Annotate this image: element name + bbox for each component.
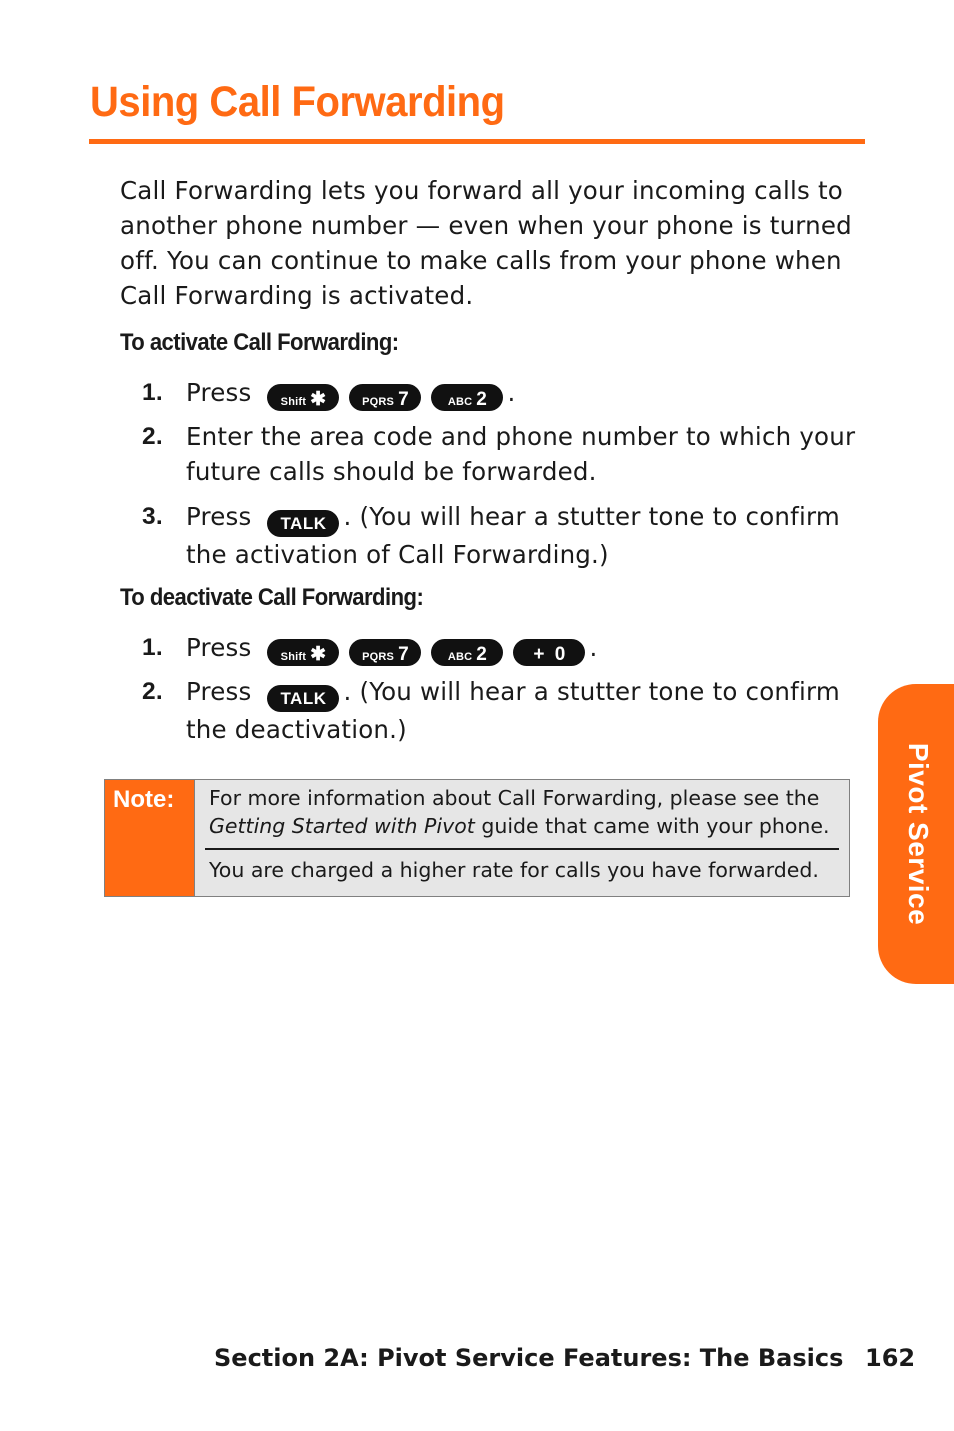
- step-text: [186, 630, 857, 666]
- activate-step-1: [142, 375, 857, 411]
- side-tab-label: Pivot Service: [903, 742, 934, 926]
- note-label-text: Note:: [113, 786, 175, 813]
- plus-0-key-icon: + 0: [513, 639, 585, 666]
- press-label: Press: [186, 378, 252, 407]
- footer-page-number: 162: [865, 1344, 916, 1372]
- press-label: Press: [186, 677, 252, 706]
- note-text-1: [209, 784, 841, 840]
- talk-key-icon: TALK: [267, 510, 339, 537]
- talk-key-icon: TALK: [267, 685, 339, 712]
- step-suffix: .: [589, 633, 598, 662]
- note-box: [104, 779, 850, 897]
- intro-paragraph: Call Forwarding lets you forward all your incoming calls to another phone number — even when your phone is turned off. You can continue to make calls from your phone when Call Forwarding is activated.: [120, 176, 852, 310]
- deactivate-heading: To deactivate Call Forwarding:: [120, 584, 424, 611]
- step-suffix: . (You will hear a stutter tone to confirm the deactivation.): [186, 677, 840, 744]
- activate-heading: To activate Call Forwarding:: [120, 329, 399, 356]
- step-number: 2.: [142, 423, 163, 450]
- note-text-1-start: For more information about Call Forwarding, please see the: [209, 786, 820, 810]
- title-underline: [89, 139, 865, 144]
- step-number: 2.: [142, 678, 163, 705]
- step-number: 1.: [142, 634, 163, 661]
- note-text-1-end: guide that came with your phone.: [474, 814, 830, 838]
- press-label: Press: [186, 502, 252, 531]
- press-label: Press: [186, 633, 252, 662]
- step-text: Enter the area code and phone number to which your future calls should be forwarded.: [186, 422, 856, 486]
- deactivate-step-1: [142, 630, 857, 666]
- pqrs-7-key-icon: PQRS 7: [349, 639, 421, 666]
- footer-section-title: Section 2A: Pivot Service Features: The Basics: [214, 1344, 844, 1372]
- step-text: [186, 674, 857, 747]
- deactivate-step-2: [142, 674, 857, 747]
- note-label: [105, 780, 195, 896]
- activate-step-3: [142, 499, 857, 572]
- activate-step-2: [142, 419, 857, 489]
- page-title: Using Call Forwarding: [90, 78, 505, 126]
- step-text: [186, 499, 857, 572]
- step-text: [186, 375, 857, 411]
- step-suffix: . (You will hear a stutter tone to confirm the activation of Call Forwarding.): [186, 502, 840, 569]
- shift-star-key-icon: Shift ✱: [267, 384, 339, 411]
- abc-2-key-icon: ABC 2: [431, 384, 503, 411]
- abc-2-key-icon: ABC 2: [431, 639, 503, 666]
- guide-title: Getting Started with Pivot: [209, 814, 475, 838]
- step-suffix: .: [507, 378, 516, 407]
- shift-star-key-icon: Shift ✱: [267, 639, 339, 666]
- note-divider: [205, 848, 839, 850]
- step-number: 1.: [142, 379, 163, 406]
- step-number: 3.: [142, 503, 163, 530]
- pqrs-7-key-icon: PQRS 7: [349, 384, 421, 411]
- note-text-2: You are charged a higher rate for calls you have forwarded.: [209, 858, 819, 882]
